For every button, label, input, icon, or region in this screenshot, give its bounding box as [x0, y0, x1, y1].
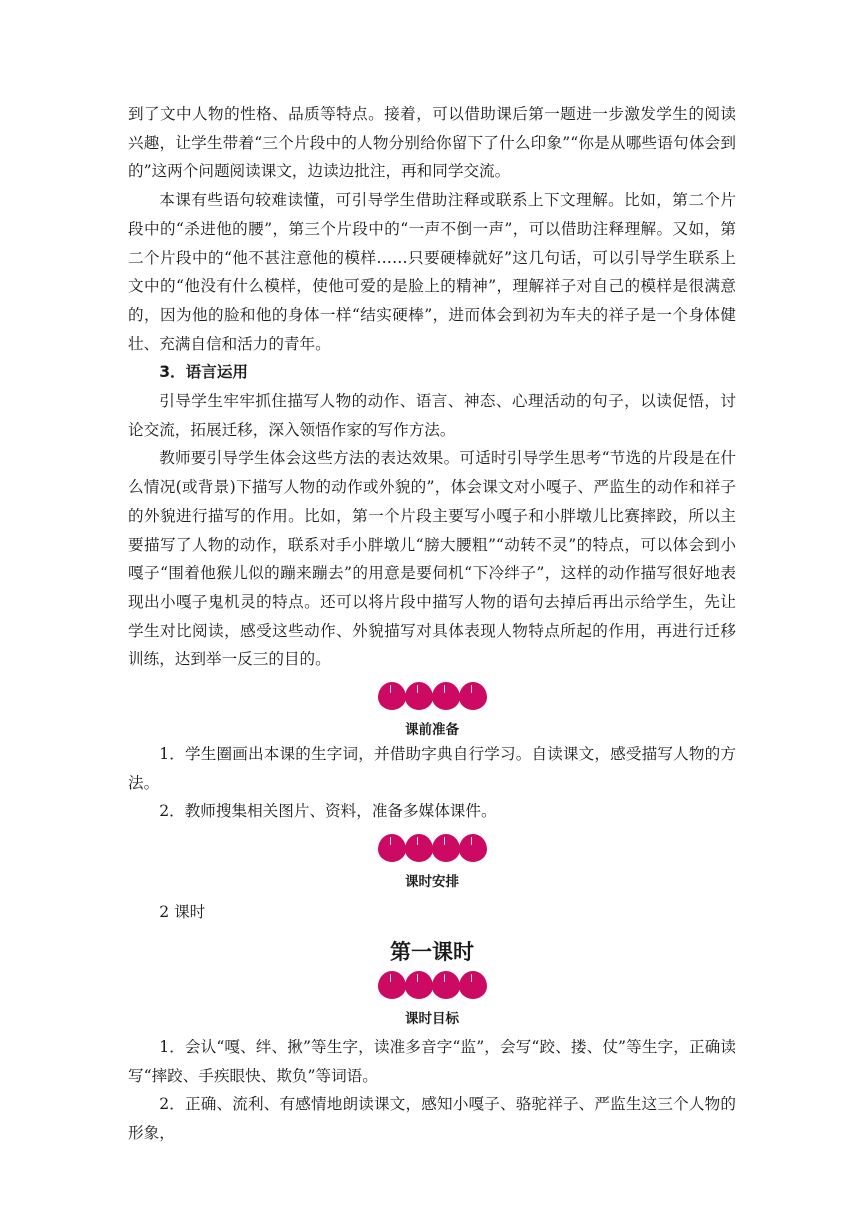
document-page — [128, 100, 736, 1148]
banner-label: 课前准备 — [405, 722, 459, 739]
section-banner-goals — [128, 971, 736, 1029]
section-banner-prep — [128, 682, 736, 740]
four-petal-banner-icon — [378, 971, 486, 999]
section-heading: 3．语言运用 — [159, 363, 249, 382]
four-petal-banner-icon — [378, 834, 486, 862]
schedule-text: 2 课时 — [159, 903, 206, 922]
banner-label: 课时目标 — [405, 1010, 459, 1027]
body-paragraph: 到了文中人物的性格、品质等特点。接着，可以借助课后第一题进一步激发学生的阅读兴趣，让学生带着“三个片段中的人物分别给你留下了什么印象”“你是从哪些语句体会到的”这两个问题阅读课文，边读边批注，再和同学交流。 — [128, 105, 736, 181]
banner-label: 课时安排 — [405, 874, 459, 891]
body-paragraph: 本课有些语句较难读懂，可引导学生借助注释或联系上下文理解。比如，第二个片段中的“杀进他的腰”，第三个片段中的“一声不倒一声”，可以借助注释理解。又如，第二个片段中的“他不甚注意他的模样……只要硬棒就好”这几句话，可以引导学生联系上文中的“他没有什么模样，使他可爱的是脸上的精神”，理解祥子对自己的模样是很满意的，因为他的脸和他的身体一样“结实硬棒”，进而体会到初为车夫的祥子是一个身体健壮、充满自信和活力的青年。 — [128, 191, 736, 353]
list-item: 2．教师搜集相关图片、资料，准备多媒体课件。 — [159, 802, 497, 821]
four-petal-banner-icon — [378, 682, 486, 710]
section-banner-schedule — [128, 834, 736, 892]
list-item: 1．会认“嘎、绊、揪”等生字，读准多音字“监”，会写“跤、搂、仗”等生字，正确读写“摔跤、手疾眼快、欺负”等词语。 — [128, 1037, 736, 1085]
body-paragraph: 教师要引导学生体会这些方法的表达效果。可适时引导学生思考“节选的片段是在什么情况(或背景)下描写人物的动作或外貌的”，体会课文对小嘎子、严监生的动作和祥子的外貌进行描写的作用。比如，第一个片段主要写小嘎子和小胖墩儿比赛摔跤，所以主要描写了人物的动作，联系对手小胖墩儿“膀大腰粗”“动转不灵”的特点，可以体会到小嘎子“围着他猴儿似的蹦来蹦去”的用意是要伺机“下冷绊子”，这样的动作描写很好地表现出小嘎子鬼机灵的特点。还可以将片段中描写人物的语句去掉后再出示给学生，先让学生对比阅读，感受这些动作、外貌描写对具体表现人物特点所起的作用，再进行迁移训练，达到举一反三的目的。 — [128, 449, 736, 669]
lesson-title: 第一课时 — [390, 939, 474, 964]
list-item: 1．学生圈画出本课的生字词，并借助字典自行学习。自读课文，感受描写人物的方法。 — [128, 745, 736, 792]
body-paragraph: 引导学生牢牢抓住描写人物的动作、语言、神态、心理活动的句子，以读促悟，讨论交流，拓展迁移，深入领悟作家的写作方法。 — [128, 392, 736, 439]
list-item: 2．正确、流利、有感情地朗读课文，感知小嘎子、骆驼祥子、严监生这三个人物的形象， — [128, 1095, 736, 1142]
